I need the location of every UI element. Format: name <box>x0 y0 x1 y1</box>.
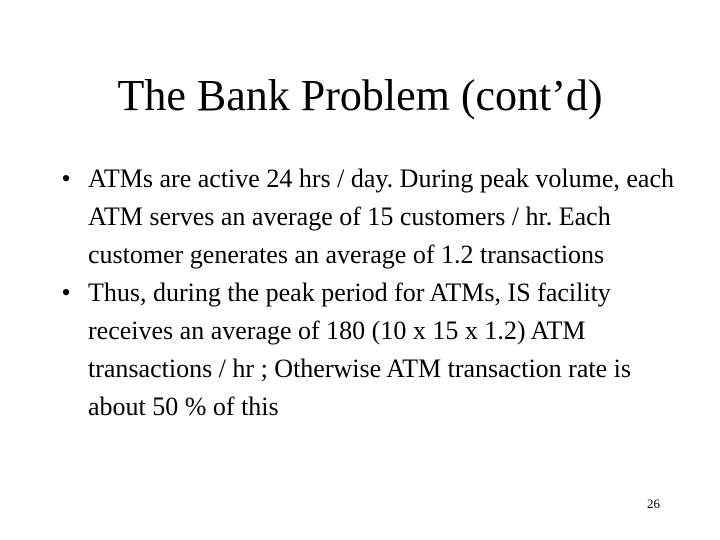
page-number: 26 <box>647 496 660 511</box>
bullet-text: ATMs are active 24 hrs / day. During peak volume, each ATM serves an average of 15 customers / hr. Each customer generates an average of 1.2 transactions <box>88 164 675 269</box>
slide-title: The Bank Problem (cont’d) <box>117 71 603 120</box>
bullet-icon: • <box>61 164 71 193</box>
bullet-text: Thus, during the peak period for ATMs, IS facility receives an average of 180 (10 x 15 x 1.2) ATM transactions / hr ; Otherwise ATM transaction rate is about 50 % of this <box>88 278 631 421</box>
bullet-list <box>56 160 676 426</box>
bullet-item <box>56 160 676 274</box>
bullet-icon: • <box>61 278 71 307</box>
bullet-item <box>56 274 676 426</box>
